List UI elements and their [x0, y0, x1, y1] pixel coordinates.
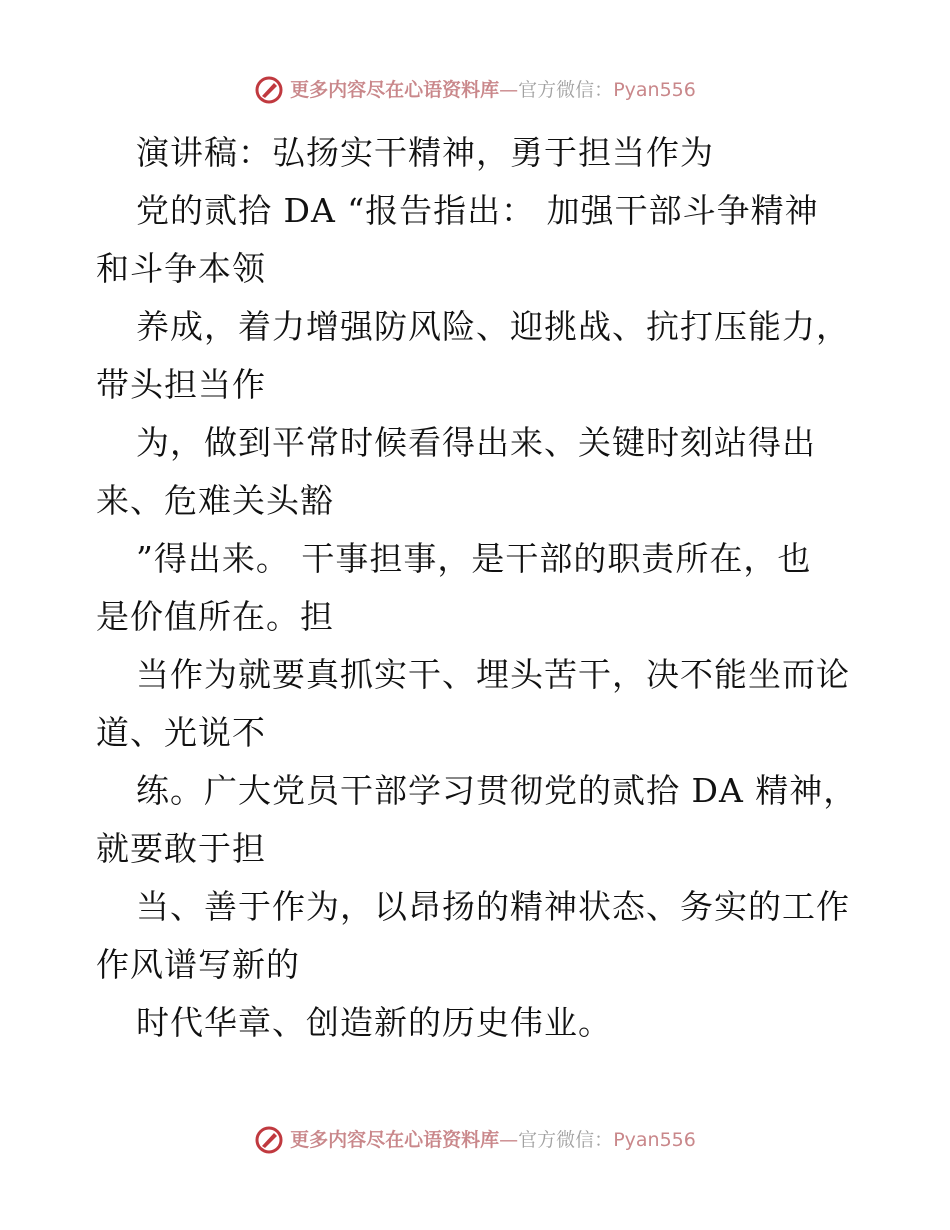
text-line: 练。广大党员干部学习贯彻党的贰拾 DA 精神， — [136, 771, 858, 810]
text-line: 和斗争本领 — [96, 249, 266, 288]
watermark-dash: — — [499, 78, 519, 101]
text-line: 当、善于作为，以昂扬的精神状态、务实的工作 — [136, 887, 850, 926]
text-line: ”得出来。 干事担事，是干部的职责所在，也 — [136, 539, 812, 578]
document-body — [96, 124, 866, 1052]
text-line: 来、危难关头豁 — [96, 481, 334, 520]
document-title-line: 演讲稿：弘扬实干精神，勇于担当作为 — [136, 133, 714, 172]
watermark-dash: — — [499, 1128, 519, 1151]
watermark-official-label: 官方微信： — [518, 1128, 614, 1151]
header-watermark — [0, 70, 950, 110]
text-line: 作风谱写新的 — [96, 945, 300, 984]
footer-watermark — [0, 1120, 950, 1160]
brush-logo-icon — [254, 75, 284, 105]
text-line: 带头担当作 — [96, 365, 266, 404]
text-line: 养成，着力增强防风险、迎挑战、抗打压能力， — [136, 307, 850, 346]
watermark-wechat-handle: Pyan556 — [613, 1128, 696, 1151]
text-line: 就要敢于担 — [96, 829, 266, 868]
watermark-wechat-handle: Pyan556 — [613, 78, 696, 101]
watermark-main-text: 更多内容尽在心语资料库 — [290, 1128, 500, 1151]
text-line: 当作为就要真抓实干、埋头苦干，决不能坐而论 — [136, 655, 850, 694]
text-line: 道、光说不 — [96, 713, 266, 752]
watermark-official-label: 官方微信： — [518, 78, 614, 101]
text-line: 时代华章、创造新的历史伟业。 — [136, 1003, 612, 1042]
text-line: 为，做到平常时候看得出来、关键时刻站得出 — [136, 423, 816, 462]
text-line: 是价值所在。担 — [96, 597, 334, 636]
brush-logo-icon — [254, 1125, 284, 1155]
text-line: 党的贰拾 DA “报告指出： 加强干部斗争精神 — [136, 191, 819, 230]
watermark-main-text: 更多内容尽在心语资料库 — [290, 78, 500, 101]
